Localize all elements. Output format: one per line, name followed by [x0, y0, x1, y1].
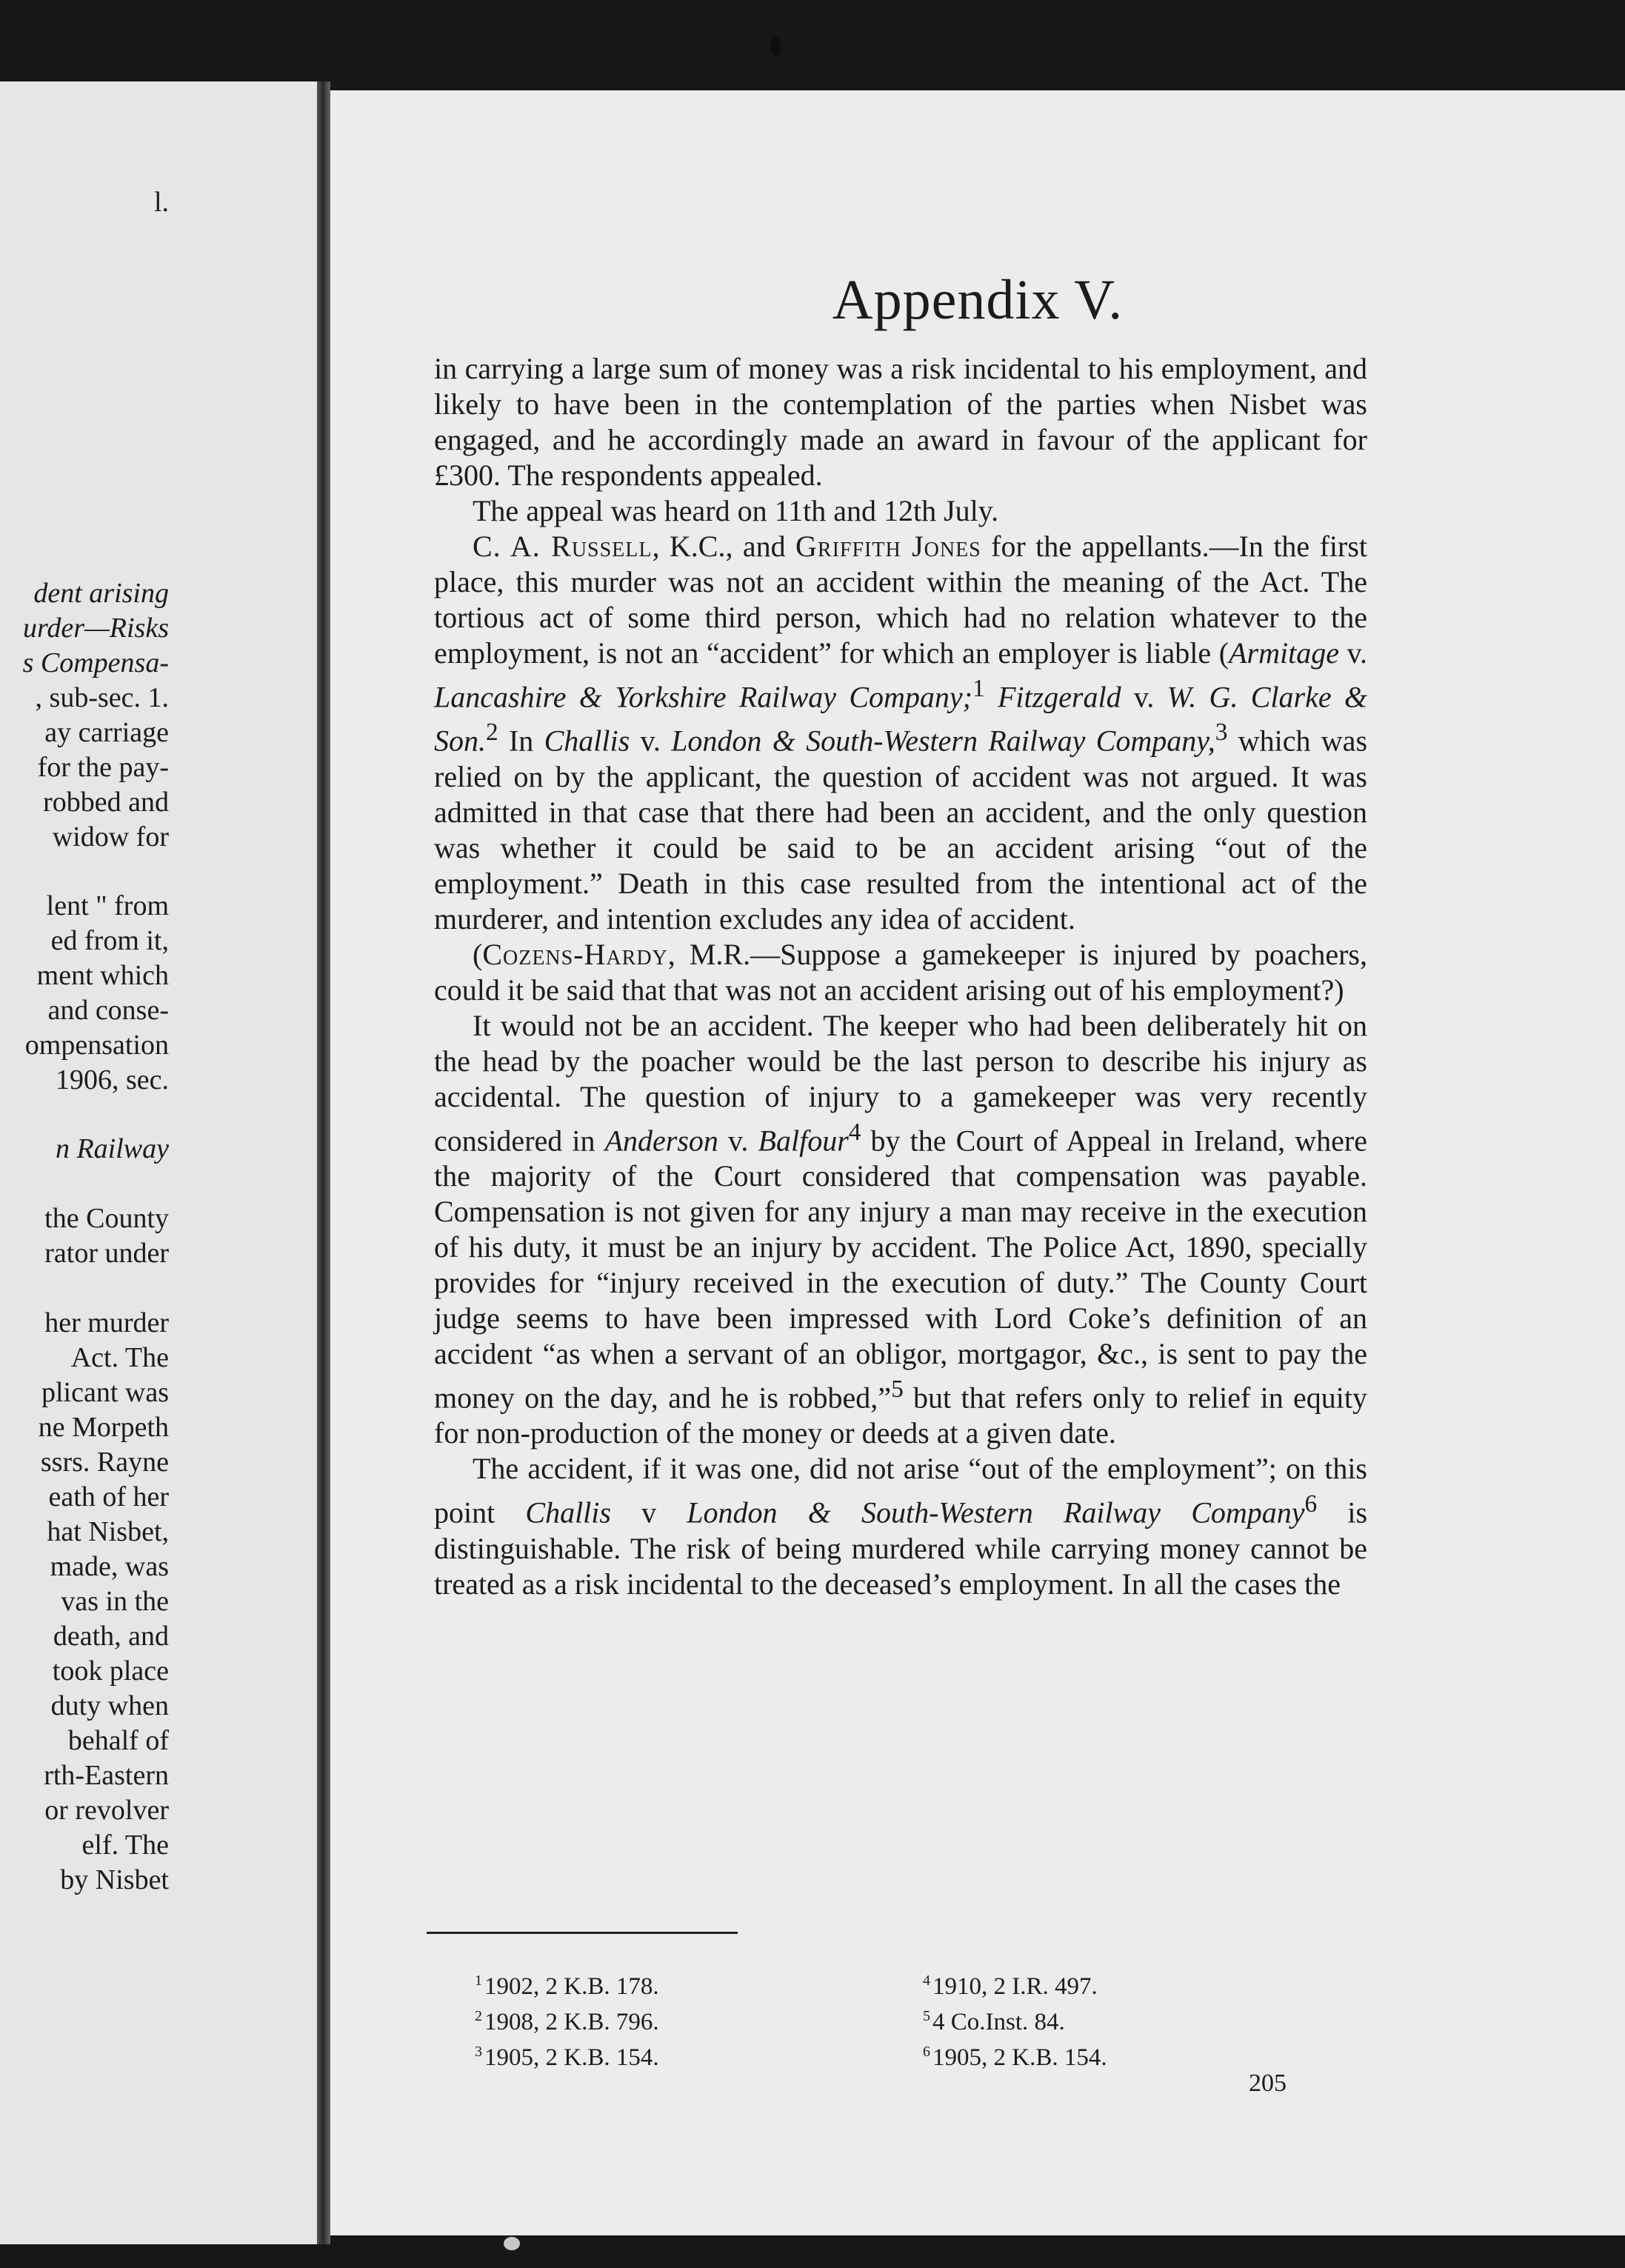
left-page-fragment: hat Nisbet,	[47, 1516, 169, 1547]
left-facing-page	[0, 81, 317, 2244]
paragraph-6	[434, 1451, 1367, 1601]
footnote-number: 2	[475, 2008, 482, 2024]
text-run: by the Court of Appeal in Ireland, where the majority of the Court considered that compensation was payable. Compensation is not given for any injury a man may receive in the execution of his duty, it must be an injury by accident. The Police Act, 1890, specially provides for “injury received in the execution of duty.” The County Court judge seems to have been impressed with Lord Coke’s definition of an accident “as when a servant of an obligor, mortgagor, &c., is sent to pay the money on the day, and he is robbed,”	[434, 1123, 1367, 1415]
text-run: (	[473, 937, 483, 971]
left-page-fragment: the County	[44, 1203, 169, 1234]
text-run: It would not be an accident. The keeper who had been deliberately hit on the head by the poacher would be the last person to describe his injury as accidental. The question of injury to a gamekeeper was very recently considered in	[434, 1008, 1367, 1157]
case-name: Lancashire & Yorkshire Railway Company;	[434, 680, 972, 714]
footnote-number: 4	[923, 1972, 930, 1989]
footnote-number: 6	[923, 2044, 930, 2060]
left-page-fragment: ay carriage	[44, 717, 169, 748]
text-run: is distinguishable. The risk of being murdered while carrying money cannot be treated as a risk incidental to the deceased’s employment. In all the cases the	[434, 1495, 1368, 1601]
footnote-number: 5	[923, 2008, 930, 2024]
text-run	[985, 680, 998, 713]
footnotes-right-column	[923, 1966, 1107, 2072]
case-name: Balfour	[758, 1123, 849, 1157]
left-page-fragment: 1906, sec.	[55, 1064, 169, 1095]
footnote	[923, 2037, 1107, 2072]
footnote-ref: 4	[848, 1118, 861, 1146]
left-page-fragment: took place	[52, 1655, 169, 1687]
left-page-fragment: n Railway	[55, 1133, 169, 1164]
text-run: but that refers only to relief in equity for non-production of the money or deeds at a given date.	[434, 1381, 1368, 1450]
scan-speck	[770, 37, 781, 56]
counsel-name: C. A. Russell	[473, 530, 653, 563]
left-page-fragment: vas in the	[61, 1586, 169, 1617]
left-page-fragment: rator under	[44, 1238, 169, 1269]
text-run: In	[498, 724, 544, 758]
scan-speck	[504, 2237, 520, 2250]
footnote-citation: 1902, 2 K.B. 178.	[484, 1973, 659, 2000]
left-page-fragment: plicant was	[41, 1377, 169, 1408]
footnote-citation: 1905, 2 K.B. 154.	[932, 2044, 1107, 2071]
footnote	[475, 2037, 659, 2072]
left-page-fragment: ompensation	[24, 1030, 169, 1061]
left-page-fragment: duty when	[50, 1690, 169, 1721]
left-page-fragment: lent " from	[46, 890, 169, 921]
left-page-fragment: robbed and	[43, 787, 169, 818]
footnotes-left-column	[475, 1966, 659, 2072]
text-run: v	[610, 1495, 687, 1530]
left-page-fragment: elf. The	[81, 1830, 169, 1861]
case-name: Challis	[525, 1495, 611, 1530]
footnote-ref: 6	[1304, 1490, 1318, 1518]
counsel-name: Griffith Jones	[795, 530, 981, 563]
book-gutter	[317, 81, 330, 2244]
text-run: v.	[1338, 636, 1368, 670]
case-name: London & South-Western Railway Company	[687, 1495, 1305, 1530]
right-page	[330, 90, 1625, 2235]
left-page-fragment: dent arising	[33, 578, 169, 609]
paragraph-5	[434, 1008, 1367, 1452]
case-name: London & South-Western Railway Company,	[671, 724, 1215, 758]
left-page-fragment: by Nisbet	[60, 1864, 169, 1895]
left-page-fragment: , sub-sec. 1.	[35, 682, 169, 713]
left-page-fragment: ne Morpeth	[38, 1412, 169, 1443]
left-page-fragment: behalf of	[67, 1725, 169, 1756]
left-page-fragment: eath of her	[48, 1481, 169, 1512]
footnote-ref: 5	[891, 1375, 904, 1403]
paragraph-3	[434, 529, 1367, 937]
case-name: Fitzgerald	[997, 680, 1121, 714]
footnote-citation: 1908, 2 K.B. 796.	[484, 2009, 659, 2035]
left-page-fragment: widow for	[52, 821, 169, 853]
paragraph-2: The appeal was heard on 11th and 12th July.	[473, 494, 999, 527]
case-name: Anderson	[604, 1123, 718, 1157]
page-heading: Appendix V.	[832, 269, 1124, 331]
left-page-fragment: ment which	[36, 960, 169, 991]
footnote	[475, 1966, 659, 2001]
left-page-fragment: death, and	[53, 1621, 169, 1652]
text-run: , M.R.—Suppose a gamekeeper is injured by poachers, could it be said that that was not an accident arising out of his employment?)	[434, 937, 1367, 1007]
case-name: Armitage	[1229, 636, 1339, 670]
footnote-number: 1	[475, 1972, 482, 1989]
text-run: v.	[1121, 680, 1167, 714]
left-page-fragment: for the pay-	[37, 752, 169, 783]
footnote-rule	[427, 1932, 738, 1934]
left-page-fragment: and conse-	[47, 995, 169, 1026]
left-page-fragment: made, was	[50, 1551, 169, 1582]
text-run: v.	[718, 1123, 758, 1157]
footnote-citation: 1910, 2 I.R. 497.	[932, 1973, 1098, 2000]
footnote	[923, 2001, 1107, 2037]
left-page-fragment: s Compensa-	[22, 647, 169, 678]
left-page-fragment: Act. The	[70, 1342, 169, 1373]
footnote	[923, 1966, 1107, 2001]
text-run: v.	[630, 724, 672, 758]
footnote-ref: 2	[486, 718, 498, 747]
body-text	[434, 351, 1367, 1602]
judge-name: Cozens-Hardy	[482, 937, 668, 971]
left-page-fragment: rth-Eastern	[44, 1760, 169, 1791]
text-run: , K.C., and	[652, 530, 795, 563]
left-page-fragment: ssrs. Rayne	[40, 1447, 169, 1478]
footnote	[475, 2001, 659, 2037]
footnote-ref: 1	[972, 675, 985, 702]
left-page-fragment: or revolver	[44, 1795, 169, 1826]
footnote-number: 3	[475, 2044, 482, 2060]
paragraph-1: in carrying a large sum of money was a risk incidental to his employment, and likely to have been in the contemplation of the parties when Nisbet was engaged, and he accordingly made an award in favour of the applicant for £300. The respondents appealed.	[434, 352, 1367, 492]
text-run: for the appellants.—In the first place, this murder was not an accident within the meaning of the Act. The tortious act of some third person, which had no relation whatever to the employment, is not an “accident” for which an employer is liable (	[434, 530, 1368, 670]
footnote-ref: 3	[1215, 718, 1228, 747]
case-name: W. G. Clarke & Son.	[434, 680, 1368, 758]
text-run: The accident, if it was one, did not arise “out of the employment”; on this point	[434, 1452, 1367, 1530]
left-page-fragment: ed from it,	[50, 925, 169, 956]
text-run: which was relied on by the applicant, the question of accident was not argued. It was admitted in that case that there had been an accident, and the only question was whether it could be said to be an accident arising “out of the employment.” Death in this case resulted from the intentional act of the murderer, and intention excludes any idea of accident.	[434, 724, 1368, 935]
left-page-fragment: urder—Risks	[22, 613, 169, 644]
left-page-fragment: her murder	[44, 1307, 169, 1338]
paragraph-4	[434, 937, 1367, 1008]
case-name: Challis	[544, 724, 630, 758]
left-page-fragment: l.	[153, 187, 169, 218]
footnote-citation: 1905, 2 K.B. 154.	[484, 2044, 659, 2071]
footnote-citation: 4 Co.Inst. 84.	[932, 2009, 1065, 2035]
page-number: 205	[1249, 2069, 1287, 2097]
